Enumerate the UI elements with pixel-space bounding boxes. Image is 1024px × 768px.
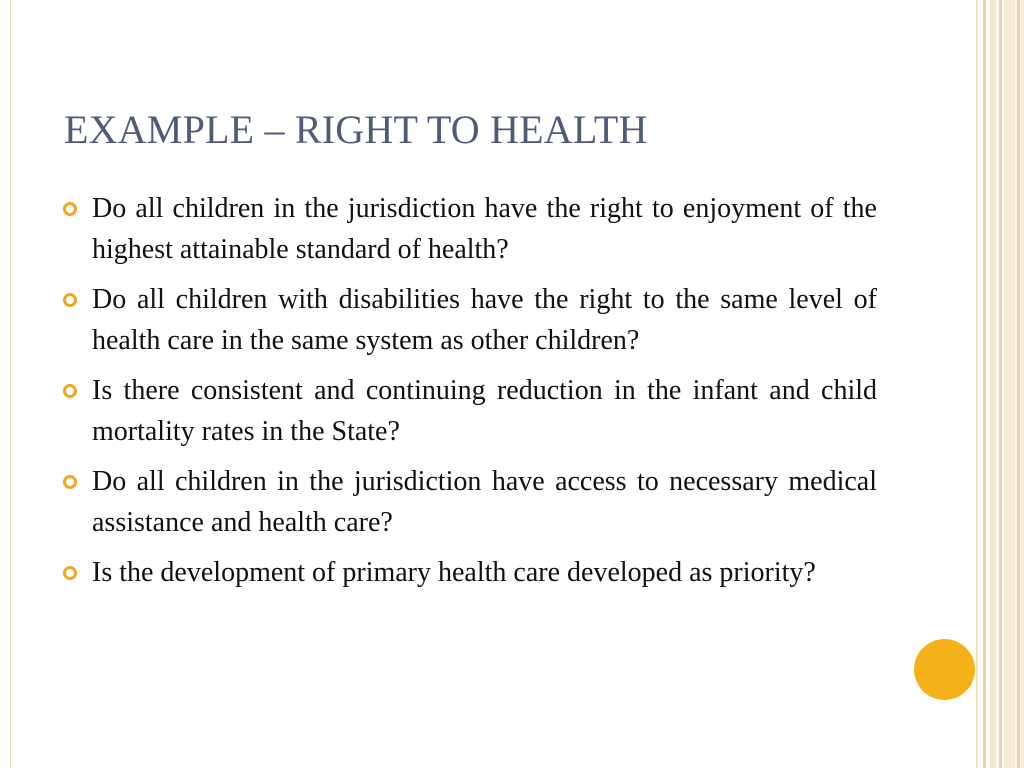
decorative-stripe [999, 0, 1002, 768]
decorative-stripe [983, 0, 986, 768]
decorative-stripe [1017, 0, 1020, 768]
decorative-stripe [990, 0, 996, 768]
bullet-item [62, 188, 877, 270]
bullet-list [62, 188, 877, 602]
bullet-item [62, 370, 877, 452]
bullet-ring-icon [63, 293, 77, 307]
bullet-ring-icon [63, 202, 77, 216]
bullet-item [62, 461, 877, 543]
left-border-line [10, 0, 11, 768]
bullet-item [62, 552, 877, 593]
bullet-ring-icon [63, 384, 77, 398]
decorative-stripe [976, 0, 978, 768]
bullet-text: Is there consistent and continuing reduction in the infant and child mortality rates in the State? [92, 375, 877, 447]
bullet-ring-icon [63, 566, 77, 580]
bullet-text: Do all children in the jurisdiction have the right to enjoyment of the highest attainable standard of health? [92, 193, 877, 265]
bullet-item [62, 279, 877, 361]
decorative-stripe [1004, 0, 1015, 768]
slide-title: EXAMPLE – RIGHT TO HEALTH [64, 107, 648, 152]
bullet-ring-icon [63, 475, 77, 489]
bullet-text: Do all children with disabilities have the right to the same level of health care in the same system as other children? [92, 284, 877, 356]
bullet-text: Is the development of primary health care developed as priority? [92, 557, 816, 588]
decorative-circle [914, 639, 975, 700]
bullet-text: Do all children in the jurisdiction have access to necessary medical assistance and health care? [92, 466, 877, 538]
